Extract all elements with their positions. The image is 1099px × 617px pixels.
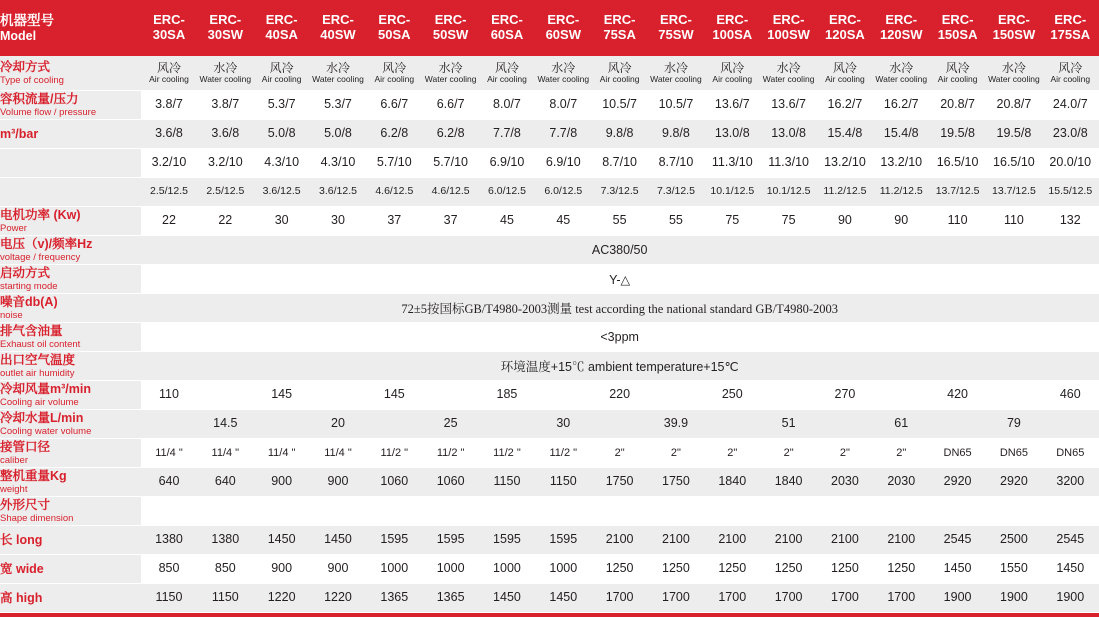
table-row-shape-dimension [0,497,1099,526]
cell-flow4-4: 4.6/12.5 [366,178,422,207]
cell-caliber-4: 11/2 " [366,439,422,468]
cell-caliber-5: 11/2 " [422,439,478,468]
cell-wide-0: 850 [141,555,197,584]
cell-flow1-4: 6.6/7 [366,91,422,120]
header-model-8: ERC- 75SA [591,0,647,56]
cell-cooling-water-14 [929,410,985,439]
cell-cooling-5: 水冷 Water cooling [422,56,478,91]
row-label-noise: 噪音db(A) noise [0,294,141,323]
cell-flow3-14: 16.5/10 [929,149,985,178]
cell-cooling-15: 水冷 Water cooling [986,56,1042,91]
cell-cooling-air-11 [760,381,816,410]
cell-long-12: 2100 [817,526,873,555]
cell-high-3: 1220 [310,584,366,613]
table-row-cooling-type [0,56,1099,91]
cell-wide-5: 1000 [422,555,478,584]
cell-flow2-9: 9.8/8 [648,120,704,149]
cell-weight-11: 1840 [760,468,816,497]
cell-cooling-water-15: 79 [986,410,1042,439]
cell-flow4-16: 15.5/12.5 [1042,178,1098,207]
cell-cooling-water-2 [253,410,309,439]
cell-cooling-air-3 [310,381,366,410]
cell-long-14: 2545 [929,526,985,555]
cell-weight-4: 1060 [366,468,422,497]
cell-flow2-0: 3.6/8 [141,120,197,149]
cell-cooling-water-16 [1042,410,1098,439]
cell-cooling-air-4: 145 [366,381,422,410]
cell-flow1-10: 13.6/7 [704,91,760,120]
cell-power-13: 90 [873,207,929,236]
cell-flow2-11: 13.0/8 [760,120,816,149]
row-label-width: 宽 wide [0,555,141,584]
cell-wide-6: 1000 [479,555,535,584]
cell-wide-3: 900 [310,555,366,584]
cell-cooling-0: 风冷 Air cooling [141,56,197,91]
table-row-outlet-air-temp [0,352,1099,381]
cell-cooling-air-2: 145 [253,381,309,410]
cell-cooling-air-7 [535,381,591,410]
cell-flow1-1: 3.8/7 [197,91,253,120]
cell-cooling-water-0 [141,410,197,439]
cell-weight-1: 640 [197,468,253,497]
cell-cooling-air-1 [197,381,253,410]
header-model-10: ERC- 100SA [704,0,760,56]
cell-cooling-air-16: 460 [1042,381,1098,410]
cell-wide-2: 900 [253,555,309,584]
cell-caliber-11: 2" [760,439,816,468]
header-model-3: ERC- 40SW [310,0,366,56]
cell-cooling-air-12: 270 [817,381,873,410]
cell-power-14: 110 [929,207,985,236]
cell-caliber-16: DN65 [1042,439,1098,468]
table-row-flow-8bar [0,120,1099,149]
cell-high-2: 1220 [253,584,309,613]
cell-cooling-water-1: 14.5 [197,410,253,439]
cell-weight-2: 900 [253,468,309,497]
cell-power-1: 22 [197,207,253,236]
header-model-14: ERC- 150SA [929,0,985,56]
cell-long-5: 1595 [422,526,478,555]
cell-outlet-value: 环境温度+15℃ ambient temperature+15℃ [141,352,1099,381]
row-label-unit-m3bar: m³/bar [0,120,141,149]
row-label-outlet-air-temp: 出口空气温度 outlet air humidity [0,352,141,381]
table-row-flow-10bar [0,149,1099,178]
header-model-7: ERC- 60SW [535,0,591,56]
header-model-6: ERC- 60SA [479,0,535,56]
header-model-0: ERC- 30SA [141,0,197,56]
cell-shape-blank [141,497,1099,526]
cell-flow1-16: 24.0/7 [1042,91,1098,120]
cell-high-9: 1700 [648,584,704,613]
cell-cooling-air-13 [873,381,929,410]
table-row-length [0,526,1099,555]
cell-flow2-2: 5.0/8 [253,120,309,149]
cell-power-4: 37 [366,207,422,236]
table-row-cooling-air-volume [0,381,1099,410]
cell-cooling-air-14: 420 [929,381,985,410]
cell-flow4-6: 6.0/12.5 [479,178,535,207]
header-model-label-en: Model [0,28,37,43]
cell-cooling-1: 水冷 Water cooling [197,56,253,91]
cell-cooling-air-10: 250 [704,381,760,410]
cell-flow4-2: 3.6/12.5 [253,178,309,207]
row-label-weight: 整机重量Kg weight [0,468,141,497]
cell-high-7: 1450 [535,584,591,613]
cell-flow3-15: 16.5/10 [986,149,1042,178]
cell-flow3-12: 13.2/10 [817,149,873,178]
cell-flow1-15: 20.8/7 [986,91,1042,120]
cell-flow4-3: 3.6/12.5 [310,178,366,207]
cell-flow3-11: 11.3/10 [760,149,816,178]
cell-long-15: 2500 [986,526,1042,555]
row-label-motor-power: 电机功率 (Kw) Power [0,207,141,236]
row-label-volume-flow: 容积流量/压力 Volume flow / pressure [0,91,141,120]
cell-long-11: 2100 [760,526,816,555]
cell-cooling-14: 风冷 Air cooling [929,56,985,91]
cell-caliber-13: 2" [873,439,929,468]
cell-flow2-12: 15.4/8 [817,120,873,149]
header-model-1: ERC- 30SW [197,0,253,56]
cell-flow2-8: 9.8/8 [591,120,647,149]
cell-power-12: 90 [817,207,873,236]
cell-cooling-water-4 [366,410,422,439]
cell-flow2-7: 7.7/8 [535,120,591,149]
cell-power-7: 45 [535,207,591,236]
cell-caliber-7: 11/2 " [535,439,591,468]
header-model-9: ERC- 75SW [648,0,704,56]
cell-oil-value: <3ppm [141,323,1099,352]
cell-caliber-6: 11/2 " [479,439,535,468]
cell-cooling-10: 风冷 Air cooling [704,56,760,91]
cell-flow2-15: 19.5/8 [986,120,1042,149]
cell-long-7: 1595 [535,526,591,555]
cell-caliber-15: DN65 [986,439,1042,468]
cell-weight-10: 1840 [704,468,760,497]
table-row-noise [0,294,1099,323]
cell-weight-13: 2030 [873,468,929,497]
header-model-5: ERC- 50SW [422,0,478,56]
cell-long-8: 2100 [591,526,647,555]
cell-long-9: 2100 [648,526,704,555]
row-label-blank-2 [0,178,141,207]
cell-wide-7: 1000 [535,555,591,584]
table-row-exhaust-oil [0,323,1099,352]
table-row-flow-12-5bar [0,178,1099,207]
cell-flow1-6: 8.0/7 [479,91,535,120]
cell-weight-16: 3200 [1042,468,1098,497]
cell-weight-8: 1750 [591,468,647,497]
cell-flow4-5: 4.6/12.5 [422,178,478,207]
cell-flow3-16: 20.0/10 [1042,149,1098,178]
cell-power-9: 55 [648,207,704,236]
cell-flow4-7: 6.0/12.5 [535,178,591,207]
cell-cooling-air-9 [648,381,704,410]
cell-power-0: 22 [141,207,197,236]
cell-flow3-4: 5.7/10 [366,149,422,178]
cell-power-8: 55 [591,207,647,236]
cell-flow1-7: 8.0/7 [535,91,591,120]
cell-power-16: 132 [1042,207,1098,236]
cell-long-10: 2100 [704,526,760,555]
cell-flow3-8: 8.7/10 [591,149,647,178]
cell-power-11: 75 [760,207,816,236]
cell-flow3-7: 6.9/10 [535,149,591,178]
cell-high-8: 1700 [591,584,647,613]
cell-flow1-5: 6.6/7 [422,91,478,120]
cell-flow4-10: 10.1/12.5 [704,178,760,207]
cell-caliber-8: 2" [591,439,647,468]
cell-long-13: 2100 [873,526,929,555]
cell-high-10: 1700 [704,584,760,613]
cell-flow1-9: 10.5/7 [648,91,704,120]
cell-high-6: 1450 [479,584,535,613]
cell-caliber-2: 11/4 " [253,439,309,468]
table-row-flow-7bar [0,91,1099,120]
cell-cooling-air-15 [986,381,1042,410]
cell-flow1-0: 3.8/7 [141,91,197,120]
cell-long-1: 1380 [197,526,253,555]
cell-caliber-3: 11/4 " [310,439,366,468]
cell-flow1-13: 16.2/7 [873,91,929,120]
cell-long-16: 2545 [1042,526,1098,555]
cell-cooling-3: 水冷 Water cooling [310,56,366,91]
cell-power-15: 110 [986,207,1042,236]
cell-power-5: 37 [422,207,478,236]
cell-high-15: 1900 [986,584,1042,613]
cell-cooling-water-13: 61 [873,410,929,439]
cell-cooling-water-10 [704,410,760,439]
cell-long-6: 1595 [479,526,535,555]
cell-flow4-13: 11.2/12.5 [873,178,929,207]
cell-flow2-16: 23.0/8 [1042,120,1098,149]
cell-high-13: 1700 [873,584,929,613]
header-model-13: ERC- 120SW [873,0,929,56]
cell-caliber-0: 11/4 " [141,439,197,468]
cell-power-10: 75 [704,207,760,236]
row-label-starting-mode: 启动方式 starting mode [0,265,141,294]
cell-flow2-4: 6.2/8 [366,120,422,149]
cell-flow2-13: 15.4/8 [873,120,929,149]
cell-flow4-14: 13.7/12.5 [929,178,985,207]
cell-flow4-0: 2.5/12.5 [141,178,197,207]
table-row-motor-power [0,207,1099,236]
cell-long-2: 1450 [253,526,309,555]
cell-weight-5: 1060 [422,468,478,497]
cell-weight-12: 2030 [817,468,873,497]
cell-wide-15: 1550 [986,555,1042,584]
header-model-label [0,0,141,56]
cell-wide-10: 1250 [704,555,760,584]
cell-flow3-3: 4.3/10 [310,149,366,178]
cell-flow3-10: 11.3/10 [704,149,760,178]
cell-high-5: 1365 [422,584,478,613]
cell-power-3: 30 [310,207,366,236]
cell-voltage-value: AC380/50 [141,236,1099,265]
cell-cooling-6: 风冷 Air cooling [479,56,535,91]
cell-flow4-11: 10.1/12.5 [760,178,816,207]
cell-flow1-11: 13.6/7 [760,91,816,120]
cell-weight-9: 1750 [648,468,704,497]
row-label-height: 高 high [0,584,141,613]
cell-caliber-9: 2" [648,439,704,468]
cell-high-11: 1700 [760,584,816,613]
cell-flow4-15: 13.7/12.5 [986,178,1042,207]
cell-cooling-air-5 [422,381,478,410]
row-label-cooling-air-volume: 冷却风量m³/min Cooling air volume [0,381,141,410]
cell-flow3-6: 6.9/10 [479,149,535,178]
header-model-16: ERC- 175SA [1042,0,1098,56]
cell-cooling-water-11: 51 [760,410,816,439]
row-label-blank-1 [0,149,141,178]
header-model-11: ERC- 100SW [760,0,816,56]
cell-weight-7: 1150 [535,468,591,497]
cell-cooling-air-0: 110 [141,381,197,410]
cell-flow1-3: 5.3/7 [310,91,366,120]
cell-weight-0: 640 [141,468,197,497]
cell-weight-3: 900 [310,468,366,497]
cell-flow3-5: 5.7/10 [422,149,478,178]
cell-flow3-13: 13.2/10 [873,149,929,178]
cell-flow4-9: 7.3/12.5 [648,178,704,207]
cell-flow1-14: 20.8/7 [929,91,985,120]
cell-cooling-13: 水冷 Water cooling [873,56,929,91]
row-label-shape-dimension: 外形尺寸 Shape dimension [0,497,141,526]
cell-flow2-3: 5.0/8 [310,120,366,149]
cell-long-4: 1595 [366,526,422,555]
table-row-weight [0,468,1099,497]
cell-flow2-1: 3.6/8 [197,120,253,149]
cell-flow3-0: 3.2/10 [141,149,197,178]
header-model-label-cn: 机器型号 [0,13,54,29]
cell-weight-15: 2920 [986,468,1042,497]
cell-flow2-10: 13.0/8 [704,120,760,149]
cell-caliber-10: 2" [704,439,760,468]
cell-cooling-11: 水冷 Water cooling [760,56,816,91]
cell-wide-1: 850 [197,555,253,584]
cell-weight-6: 1150 [479,468,535,497]
cell-high-0: 1150 [141,584,197,613]
table-row-caliber [0,439,1099,468]
cell-cooling-4: 风冷 Air cooling [366,56,422,91]
cell-caliber-1: 11/4 " [197,439,253,468]
cell-cooling-16: 风冷 Air cooling [1042,56,1098,91]
cell-noise-value: 72±5按国标GB/T4980-2003测量 test according the national standard GB/T4980-2003 [141,294,1099,323]
cell-wide-13: 1250 [873,555,929,584]
cell-wide-16: 1450 [1042,555,1098,584]
row-label-length: 长 long [0,526,141,555]
cell-high-16: 1900 [1042,584,1098,613]
cell-cooling-2: 风冷 Air cooling [253,56,309,91]
table-row-height [0,584,1099,613]
cell-flow4-12: 11.2/12.5 [817,178,873,207]
cell-flow4-1: 2.5/12.5 [197,178,253,207]
cell-cooling-12: 风冷 Air cooling [817,56,873,91]
cell-cooling-water-7: 30 [535,410,591,439]
cell-cooling-air-8: 220 [591,381,647,410]
cell-cooling-water-3: 20 [310,410,366,439]
cell-flow3-9: 8.7/10 [648,149,704,178]
cell-wide-12: 1250 [817,555,873,584]
cell-flow4-8: 7.3/12.5 [591,178,647,207]
row-label-cooling-type: 冷却方式 Type of cooling [0,56,141,91]
cell-flow3-1: 3.2/10 [197,149,253,178]
cell-cooling-water-8 [591,410,647,439]
row-label-caliber: 接管口径 caliber [0,439,141,468]
cell-flow2-6: 7.7/8 [479,120,535,149]
cell-flow1-2: 5.3/7 [253,91,309,120]
cell-high-14: 1900 [929,584,985,613]
header-model-2: ERC- 40SA [253,0,309,56]
cell-caliber-12: 2" [817,439,873,468]
cell-wide-9: 1250 [648,555,704,584]
cell-wide-11: 1250 [760,555,816,584]
header-model-15: ERC- 150SW [986,0,1042,56]
cell-high-4: 1365 [366,584,422,613]
cell-wide-14: 1450 [929,555,985,584]
table-row-cooling-water-volume [0,410,1099,439]
cell-cooling-water-12 [817,410,873,439]
cell-flow2-5: 6.2/8 [422,120,478,149]
cell-cooling-water-6 [479,410,535,439]
cell-flow3-2: 4.3/10 [253,149,309,178]
cell-cooling-water-5: 25 [422,410,478,439]
row-label-voltage: 电压（v)/频率Hz voltage / frequency [0,236,141,265]
cell-long-3: 1450 [310,526,366,555]
cell-cooling-7: 水冷 Water cooling [535,56,591,91]
cell-power-2: 30 [253,207,309,236]
cell-high-12: 1700 [817,584,873,613]
cell-flow2-14: 19.5/8 [929,120,985,149]
cell-caliber-14: DN65 [929,439,985,468]
cell-cooling-9: 水冷 Water cooling [648,56,704,91]
cell-power-6: 45 [479,207,535,236]
header-model-4: ERC- 50SA [366,0,422,56]
cell-starting-value: Y-△ [141,265,1099,294]
cell-cooling-air-6: 185 [479,381,535,410]
cell-cooling-8: 风冷 Air cooling [591,56,647,91]
table-row-width [0,555,1099,584]
cell-flow1-8: 10.5/7 [591,91,647,120]
table-row-starting-mode [0,265,1099,294]
cell-wide-4: 1000 [366,555,422,584]
cell-cooling-water-9: 39.9 [648,410,704,439]
cell-high-1: 1150 [197,584,253,613]
table-header-row [0,0,1099,56]
cell-flow1-12: 16.2/7 [817,91,873,120]
row-label-cooling-water-volume: 冷却水量L/min Cooling water volume [0,410,141,439]
row-label-exhaust-oil: 排气含油量 Exhaust oil content [0,323,141,352]
header-model-12: ERC- 120SA [817,0,873,56]
cell-wide-8: 1250 [591,555,647,584]
table-row-voltage [0,236,1099,265]
cell-weight-14: 2920 [929,468,985,497]
cell-long-0: 1380 [141,526,197,555]
